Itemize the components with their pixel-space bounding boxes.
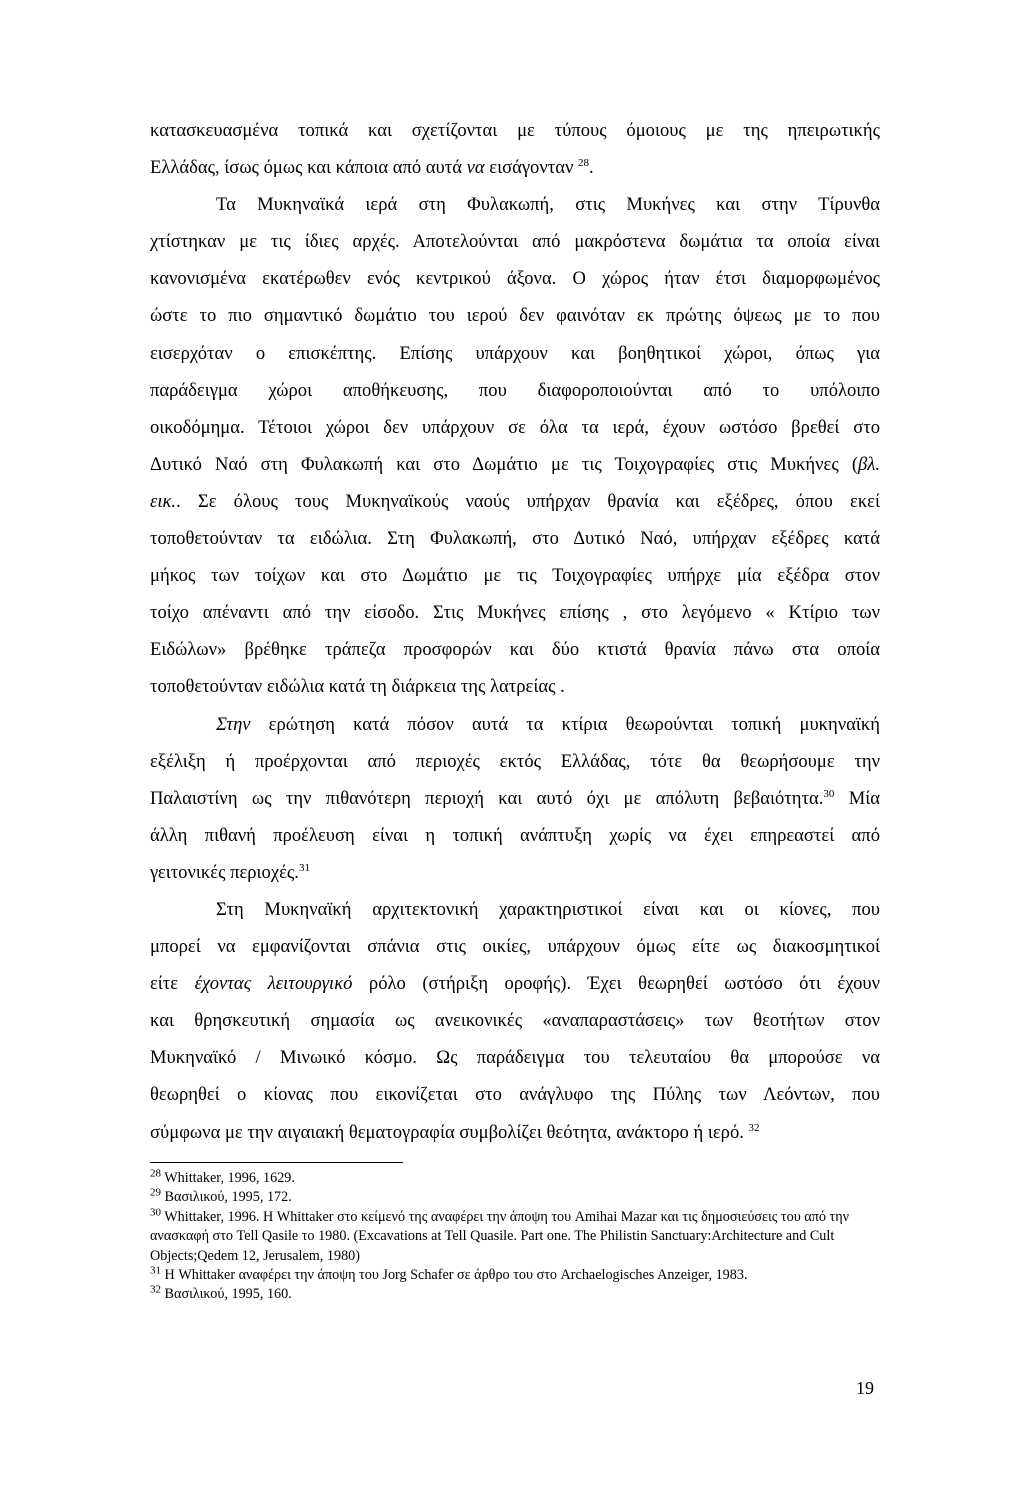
footnote-text: Η Whittaker αναφέρει την άποψη του Jorg Schafer σε άρθρο του στο Archaelogisches Anzeiger, 1983. (161, 1267, 748, 1284)
text-run: ρόλο (στήριξη οροφής). Έχει θεωρηθεί ωστόσο ότι έχουν (352, 973, 880, 995)
text-line: τοποθετούνταν ειδώλια κατά τη διάρκεια της λατρείας . (150, 676, 565, 698)
text-line: θεωρηθεί ο κίονας που εικονίζεται στο ανάγλυφο της Πύλης των Λεόντων, που (150, 1084, 880, 1106)
footnote-28 (150, 1169, 880, 1188)
paragraph (150, 891, 880, 1151)
text-run: είτε (150, 973, 195, 995)
text-line: Μυκηναϊκό / Μινωικό κόσμο. Ως παράδειγμα του τελευταίου θα μπορούσε να (150, 1047, 880, 1069)
text-line (150, 854, 880, 891)
text-line (150, 780, 880, 817)
text-run: εισάγονταν (484, 157, 579, 179)
text-line: μήκος των τοίχων και στο Δωμάτιο με τις Τοιχογραφίες υπήρχε μία εξέδρα στον (150, 565, 880, 587)
text-line: οικοδόμημα. Τέτοιοι χώροι δεν υπάρχουν σε όλα τα ιερά, έχουν ωστόσο βρεθεί στο (150, 416, 880, 438)
footnote-31 (150, 1266, 880, 1285)
text-line (150, 706, 880, 743)
text-line: εξέλιξη ή προέρχονται από περιοχές εκτός Ελλάδας, τότε θα θεωρήσουμε την (150, 750, 880, 772)
footnote-reference: 30 (823, 787, 835, 800)
text-run: . (589, 157, 594, 179)
main-text (150, 112, 880, 1151)
text-run: Ελλάδας, ίσως όμως και κάποια από αυτά (150, 157, 467, 179)
italic-text: Στην (216, 713, 251, 735)
text-line (150, 965, 880, 1002)
text-line: παράδειγμα χώροι αποθήκευσης, που διαφοροποιούνται από το υπόλοιπο (150, 379, 880, 401)
text-line: και θρησκευτική σημασία ως ανεικονικές «αναπαραστάσεις» των θεοτήτων στον (150, 1010, 880, 1032)
footnote-number: 31 (150, 1264, 161, 1277)
page-number: 19 (856, 1378, 874, 1398)
text-line: Τα Μυκηναϊκά ιερά στη Φυλακωπή, στις Μυκήνες και στην Τίρυνθα (216, 194, 880, 216)
text-run: Δυτικό Ναό στη Φυλακωπή και στο Δωμάτιο με τις Τοιχογραφίες στις Μυκήνες ( (150, 453, 859, 475)
footnote-text: Whittaker, 1996. Η Whittaker στο κείμενό της αναφέρει την άποψη του Amihai Mazar και τις δημοσιεύσεις του από την ανασκαφή στο Tell Qasile το 1980. (Excavations at Tell Quasile. Part one. The Philistin Sanctuary:Architecture and Cult Objects;Qedem 12, Jerusalem, 1980) (150, 1208, 850, 1264)
text-line: χτίστηκαν με τις ίδιες αρχές. Αποτελούνται από μακρόστενα δωμάτια τα οποία είναι (150, 231, 880, 253)
text-line: τοίχο απέναντι από την είσοδο. Στις Μυκήνες επίσης , στο λεγόμενο « Κτίριο των (150, 602, 880, 624)
paragraph (150, 186, 880, 705)
italic-text: να (466, 157, 485, 179)
footnote-number: 28 (150, 1167, 161, 1180)
text-line: μπορεί να εμφανίζονται σπάνια στις οικίες, υπάρχουν όμως είτε ως διακοσμητικοί (150, 936, 880, 958)
footnote-text: Whittaker, 1996, 1629. (161, 1170, 295, 1186)
text-line: εισερχόταν ο επισκέπτης. Επίσης υπάρχουν και βοηθητικοί χώροι, όπως για (150, 342, 880, 364)
text-line: κανονισμένα εκατέρωθεν ενός κεντρικού άξονα. Ο χώρος ήταν έτσι διαμορφωμένος (150, 268, 880, 290)
paragraph (150, 706, 880, 891)
footnotes (150, 1169, 880, 1305)
text-line: Ειδώλων» βρέθηκε τράπεζα προσφορών και δύο κτιστά θρανία πάνω στα οποία (150, 639, 880, 661)
italic-text: εικ. (150, 490, 177, 512)
text-run: . Σε όλους τους Μυκηναϊκούς ναούς υπήρχαν θρανία και εξέδρες, όπου εκεί (176, 490, 880, 512)
italic-text: βλ. (858, 453, 880, 475)
text-line: τοποθετούνταν τα ειδώλια. Στη Φυλακωπή, στο Δυτικό Ναό, υπήρχαν εξέδρες κατά (150, 528, 880, 550)
footnote-number: 32 (150, 1283, 161, 1296)
footnote-text: Βασιλικού, 1995, 160. (161, 1286, 292, 1303)
footnote-separator (150, 1162, 403, 1163)
footnote-text: Βασιλικού, 1995, 172. (161, 1189, 292, 1206)
footnote-number: 29 (150, 1186, 161, 1199)
footnote-reference: 28 (578, 156, 590, 169)
text-run: σύμφωνα με την αιγαιακή θεματογραφία συμβολίζει θεότητα, ανάκτορο ή ιερό. (150, 1121, 749, 1143)
footnote-number: 30 (150, 1206, 161, 1219)
footnote-30 (150, 1208, 880, 1266)
footnote-reference: 31 (298, 861, 310, 874)
text-line (150, 1114, 880, 1151)
footnote-32 (150, 1285, 880, 1304)
text-line: κατασκευασμένα τοπικά και σχετίζονται με τύπους όμοιους με της ηπειρωτικής (150, 120, 880, 141)
footnote-29 (150, 1188, 880, 1207)
text-line: ώστε το πιο σημαντικό δωμάτιο του ιερού δεν φαινόταν εκ πρώτης όψεως με το που (150, 305, 880, 327)
text-line: άλλη πιθανή προέλευση είναι η τοπική ανάπτυξη χωρίς να έχει επηρεαστεί από (150, 824, 880, 846)
text-line (150, 446, 880, 483)
text-run: γειτονικές περιοχές. (150, 861, 299, 883)
text-line: Στη Μυκηναϊκή αρχιτεκτονική χαρακτηριστικοί είναι και οι κίονες, που (216, 898, 880, 920)
text-line (150, 149, 880, 186)
paragraph (150, 112, 880, 186)
text-line (150, 483, 880, 520)
text-run: Παλαιστίνη ως την πιθανότερη περιοχή και αυτό όχι με απόλυτη βεβαιότητα. (150, 787, 824, 809)
footnote-reference: 32 (748, 1121, 760, 1134)
text-run: Μία (834, 787, 880, 809)
italic-text: έχοντας λειτουργικό (194, 973, 353, 995)
text-run: ερώτηση κατά πόσον αυτά τα κτίρια θεωρούνται τοπική μυκηναϊκή (250, 713, 880, 735)
